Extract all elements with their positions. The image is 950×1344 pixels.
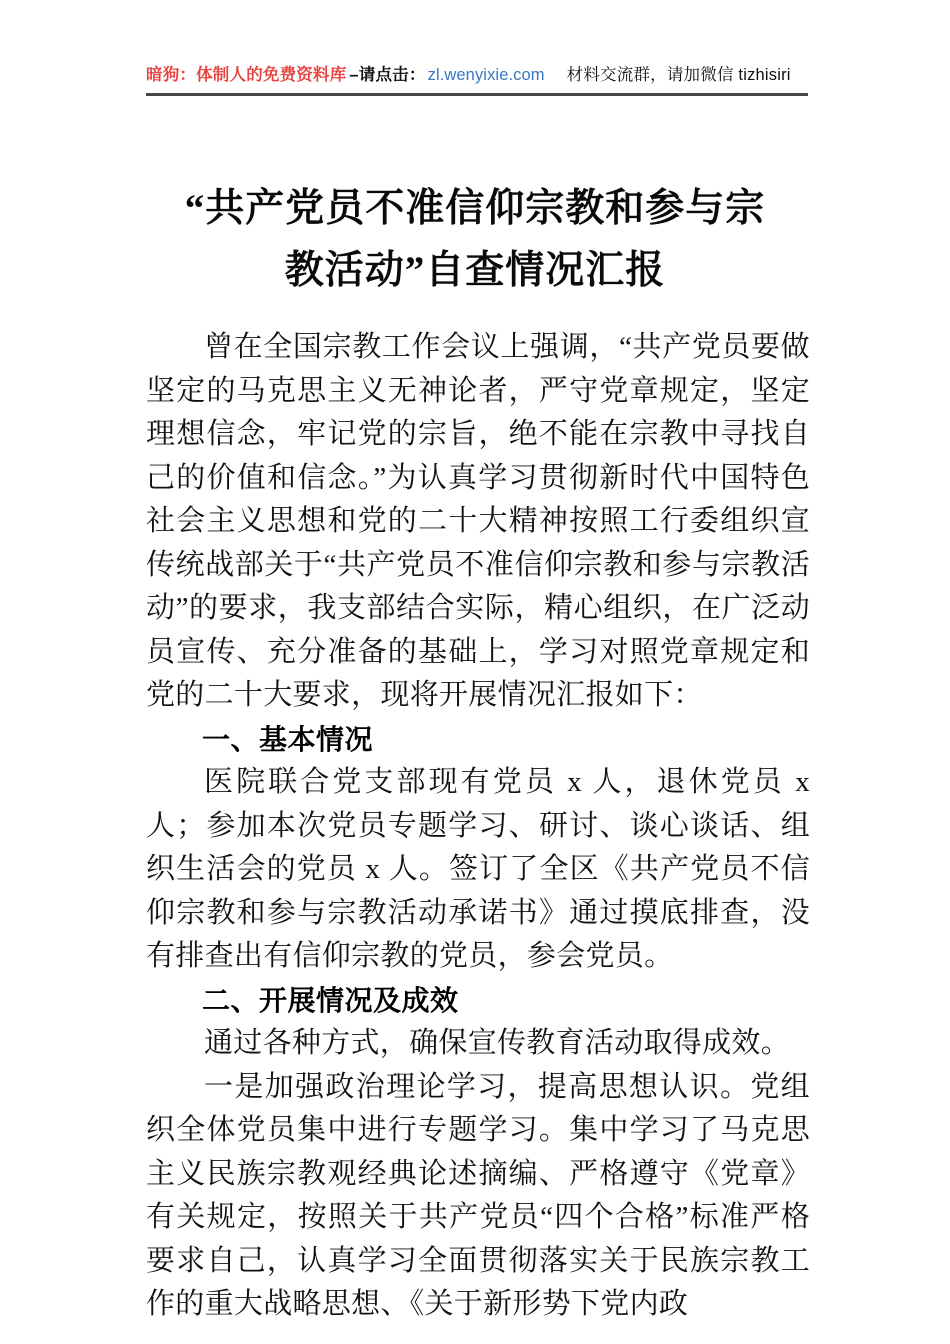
promo-header bbox=[146, 58, 808, 92]
promo-click-prompt: –请点击： bbox=[349, 65, 426, 84]
section-heading-1: 一、基本情况 bbox=[202, 723, 374, 755]
document-title: “共产党员不准信仰宗教和参与宗教活动”自查情况汇报 bbox=[184, 187, 766, 293]
promo-brand-text: 暗狗：体制人的免费资料库 bbox=[146, 65, 347, 84]
section-2-item-1-paragraph: 一是加强政治理论学习，提高思想认识。党组织全体党员集中进行专题学习。集中学习了马克思主义民族宗教观经典论述摘编、严格遵守《党章》有关规定，按照关于共产党员“四个合格”标准严格要求自己，认真学习全面贯彻落实关于民族宗教工作的重大战略思想、《关于新形势下党内政 bbox=[146, 1070, 810, 1320]
intro-paragraph: 曾在全国宗教工作会议上强调，“共产党员要做坚定的马克思主义无神论者，严守党章规定，坚定理想信念，牢记党的宗旨，绝不能在宗教中寻找自己的价值和信念。”为认真学习贯彻新时代中国特色社会主义思想和党的二十大精神按照工行委组织宣传统战部关于“共产党员不准信仰宗教和参与宗教活动”的要求，我支部结合实际，精心组织，在广泛动员宣传、充分准备的基础上，学习对照党章规定和党的二十大要求，现将开展情况汇报如下： bbox=[146, 331, 810, 711]
header-divider-rule bbox=[146, 93, 808, 96]
section-1-paragraph: 医院联合党支部现有党员 x 人，退休党员 x 人；参加本次党员专题学习、研讨、谈心谈话、组织生活会的党员 x 人。签订了全区《共产党员不信仰宗教和参与宗教活动承诺书》通过摸底排查，没有排查出有信仰宗教的党员，参会党员。 bbox=[146, 766, 810, 972]
document-body bbox=[146, 326, 810, 1327]
promo-site-link[interactable]: zl.wenyixie.com bbox=[427, 65, 545, 84]
section-heading-2: 二、开展情况及成效 bbox=[202, 984, 459, 1016]
section-2-lead-paragraph: 通过各种方式，确保宣传教育活动取得成效。 bbox=[204, 1027, 791, 1059]
promo-group-note: 材料交流群，请加微信 tizhisiri bbox=[566, 65, 791, 84]
